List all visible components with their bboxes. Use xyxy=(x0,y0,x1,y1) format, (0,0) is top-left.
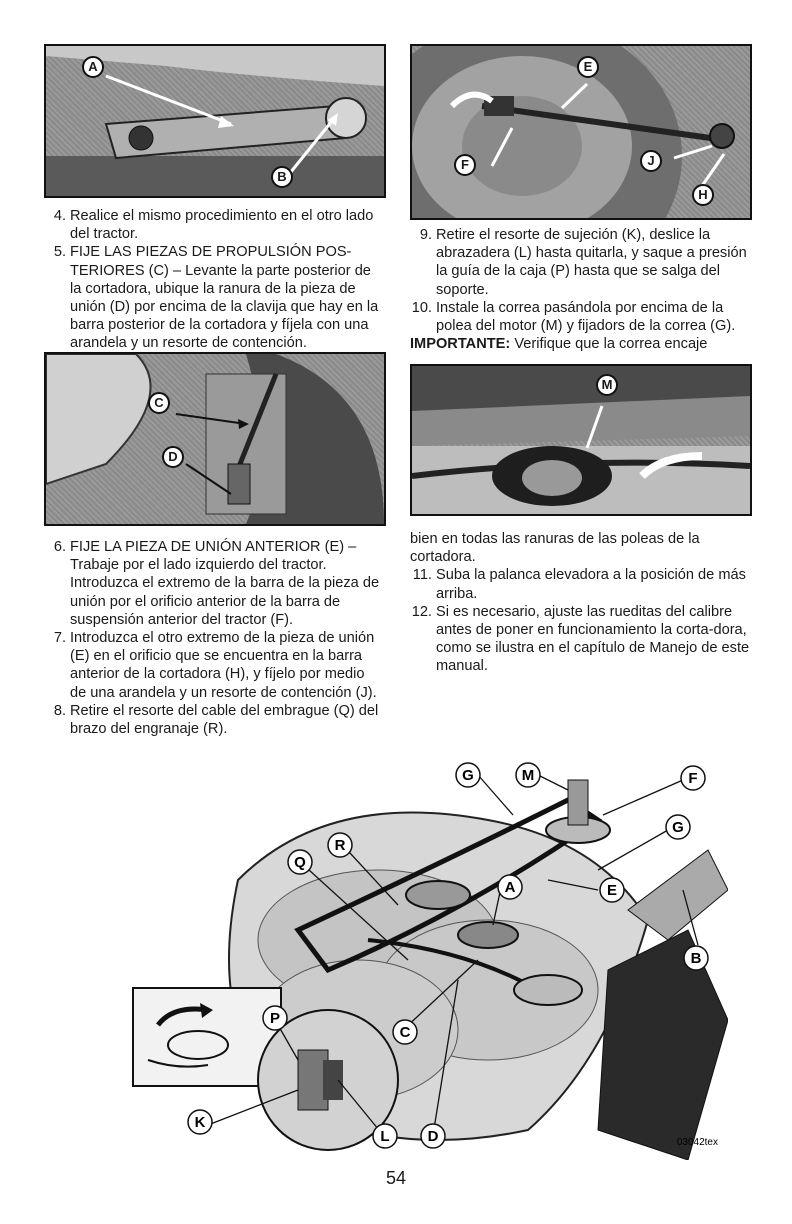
svg-text:K: K xyxy=(194,1114,206,1131)
instructions-left-bottom xyxy=(44,538,384,738)
callout-m: M xyxy=(596,374,618,396)
svg-text:E: E xyxy=(606,882,618,899)
step-5: 5. FIJE LAS PIEZAS DE PROPULSIÓN POS-TERIORES (C) – Levante la parte posterior de la cortadora, ubique la ranura de la pieza de unión (D) por encima de la clavija que hay en la barra posterior de la cortadora y fíjela con una arandela y un resorte de contención. xyxy=(53,244,379,352)
svg-text:G: G xyxy=(462,767,474,784)
svg-text:Q: Q xyxy=(294,854,306,871)
label-f xyxy=(681,766,705,790)
callout-c: C xyxy=(148,392,170,414)
important-continuation: bien en todas las ranuras de las poleas de la cortadora. xyxy=(410,531,700,566)
callout-j: J xyxy=(640,150,662,172)
svg-text:F: F xyxy=(688,770,698,787)
step-11: 11. Suba la palanca elevadora a la posición de más arriba. xyxy=(412,567,746,602)
photo-rear-link-illustration xyxy=(46,354,384,524)
svg-text:D: D xyxy=(427,1128,439,1145)
callout-h: H xyxy=(692,184,714,206)
figure-code: 03042tex xyxy=(676,1137,718,1148)
photo-front-link xyxy=(410,44,752,220)
svg-text:B: B xyxy=(690,950,702,967)
step-10: 10. Instale la correa pasándola por encima de la polea del motor (M) y fijadors de la correa (G). xyxy=(411,299,736,335)
callout-e: E xyxy=(577,56,599,78)
important-text: Verifique que la correa encaje xyxy=(514,336,708,353)
svg-text:A: A xyxy=(504,879,516,896)
svg-text:L: L xyxy=(380,1128,390,1145)
label-p xyxy=(263,1006,287,1030)
instructions-left-top xyxy=(44,207,384,353)
label-r xyxy=(328,833,352,857)
callout-d: D xyxy=(162,446,184,468)
step-8: 8. Retire el resorte del cable del embrague (Q) del brazo del engranaje (R). xyxy=(53,702,379,738)
page-number: 54 xyxy=(385,1168,407,1188)
label-d xyxy=(421,1124,445,1148)
label-k xyxy=(188,1110,212,1134)
important-note xyxy=(410,335,750,353)
svg-text:R: R xyxy=(334,837,346,854)
label-a xyxy=(498,875,522,899)
instructions-right-bottom xyxy=(410,530,750,676)
photo-motor-pulley-illustration xyxy=(412,366,750,514)
svg-text:P: P xyxy=(269,1010,281,1027)
svg-text:M: M xyxy=(521,767,535,784)
step-6: 6. FIJE LA PIEZA DE UNIÓN ANTERIOR (E) – Trabaje por el lado izquierdo del tractor. Introduzca el extremo de la barra de la pieza de unión por el orificio anterior de la barra de suspensión anterior del tractor (F). xyxy=(53,539,380,628)
photo-rear-link xyxy=(44,352,386,526)
callout-a: A xyxy=(82,56,104,78)
label-b xyxy=(684,946,708,970)
label-q xyxy=(288,850,312,874)
instructions-right-top xyxy=(410,226,750,353)
step-7: 7. Introduzca el otro extremo de la pieza de unión (E) en el orificio que se encuentra en la barra anterior de la cortadora (H), y fíjelo por medio de una arandela y un resorte de contención (J). xyxy=(53,630,377,701)
callout-f: F xyxy=(454,154,476,176)
callout-b: B xyxy=(271,166,293,188)
svg-text:G: G xyxy=(672,819,684,836)
step-4: 4. Realice el mismo procedimiento en el otro lado del tractor. xyxy=(53,208,374,243)
step-12: 12. Si es necesario, ajuste las rueditas del calibre antes de poner en funcionamiento la corta-dora, como se ilustra en el capítulo de Manejo de este manual. xyxy=(411,603,750,675)
step-9: 9. Retire el resorte de sujeción (K), deslice la abrazadera (L) hasta quitarla, y saque a presión la guía de la caja (P) hasta que se salga del soporte. xyxy=(419,227,747,298)
important-label: IMPORTANTE: xyxy=(410,336,511,353)
label-m xyxy=(516,763,540,787)
label-l xyxy=(373,1124,397,1148)
svg-text:C: C xyxy=(399,1024,411,1041)
photo-rear-bracket xyxy=(44,44,386,198)
mower-deck-diagram xyxy=(128,760,728,1160)
label-g-top xyxy=(456,763,480,787)
photo-motor-pulley xyxy=(410,364,752,516)
label-e xyxy=(600,878,624,902)
label-g-right xyxy=(666,815,690,839)
label-c xyxy=(393,1020,417,1044)
